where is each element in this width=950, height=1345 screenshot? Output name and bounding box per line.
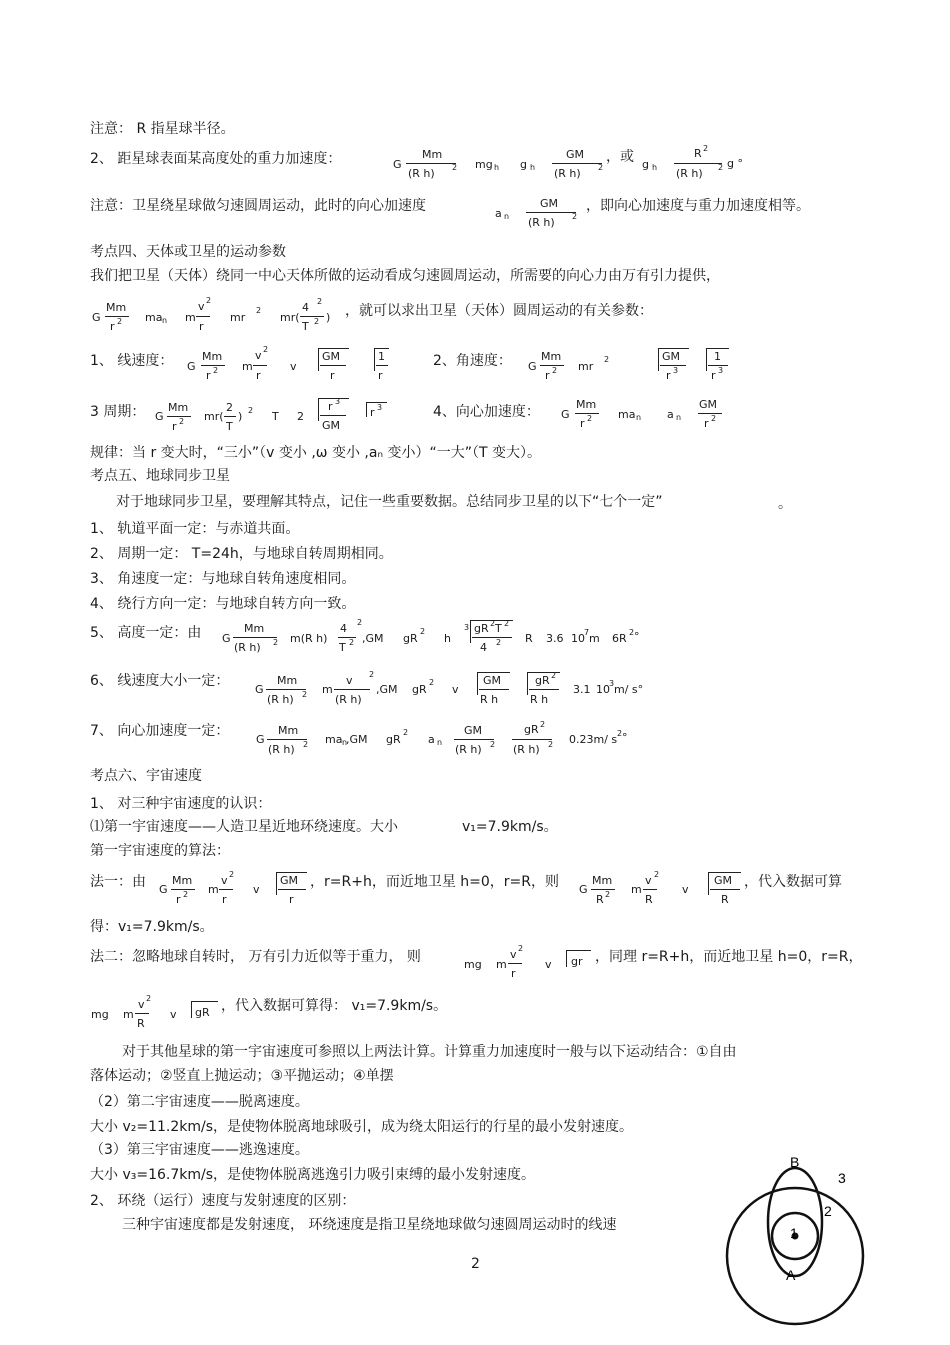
orbit-1-label: 1 [790, 1225, 798, 1241]
centripetal-acc-label: 4、向心加速度： [433, 404, 540, 420]
period-label: 3 周期： [90, 404, 146, 420]
section-title-6: 考点六、宇宙速度 [90, 768, 202, 784]
note-centripetal-end: ，即向心加速度与重力加速度相等。 [586, 198, 810, 214]
method-1-end: ，代入数据可算 [744, 874, 842, 890]
sync-item-5: 5、 高度一定：由 [90, 625, 202, 641]
section-5-intro: 对于地球同步卫星，要理解其特点，记住一些重要数据。总结同步卫星的以下“七个一定” [116, 494, 663, 510]
section-4-intro: 我们把卫星（天体）绕同一中心天体所做的运动看成匀速圆周运动，所需要的向心力由万有引力提供， [90, 268, 720, 284]
other-planets-2: 落体运动；②竖直上抛运动；③平抛运动；④单摆 [90, 1068, 394, 1084]
note-radius: 注意： R 指星球半径。 [90, 121, 235, 137]
sync-item-2: 2、 周期一定： T=24h，与地球自转周期相同。 [90, 546, 393, 562]
first-cosmic-speed-value: v₁=7.9km/s。 [462, 819, 558, 835]
orbit-launch-difference: 2、 环绕（运行）速度与发射速度的区别： [90, 1193, 356, 1209]
orbit-diagram [715, 1150, 870, 1340]
point-b-label: B [790, 1154, 800, 1170]
method-1-middle: ，r=R+h，而近地卫星 h=0，r=R，则 [310, 874, 559, 890]
third-cosmic-speed: （3）第三宇宙速度——逃逸速度。 [90, 1142, 309, 1158]
item-gravity-height: 2、 距星球表面某高度处的重力加速度： [90, 151, 342, 167]
orbit-circle-3 [727, 1188, 863, 1324]
sync-item-7: 7、 向心加速度一定： [90, 723, 230, 739]
first-cosmic-method: 第一宇宙速度的算法： [90, 843, 230, 859]
linear-speed-label: 1、 线速度： [90, 353, 174, 369]
angular-speed-label: 2、角速度： [433, 353, 512, 369]
section-title-4: 考点四、天体或卫星的运动参数 [90, 244, 286, 260]
section-title-5: 考点五、地球同步卫星 [90, 468, 230, 484]
method-1-result: 得：v₁=7.9km/s。 [90, 919, 214, 935]
method-2-middle: ，同理 r=R+h，而近地卫星 h=0，r=R， [595, 949, 863, 965]
second-cosmic-speed: （2）第二宇宙速度——脱离速度。 [90, 1094, 309, 1110]
section-4-intro2: ，就可以求出卫星（天体）圆周运动的有关参数： [345, 303, 653, 319]
point-a-label: A [786, 1267, 796, 1283]
sync-item-6: 6、 线速度大小一定： [90, 673, 230, 689]
sync-item-1: 1、 轨道平面一定：与赤道共面。 [90, 521, 300, 537]
sync-item-3: 3、 角速度一定：与地球自转角速度相同。 [90, 571, 356, 587]
orbit-2-label: 2 [824, 1203, 832, 1219]
page-number: 2 [471, 1256, 480, 1272]
section-5-intro-end: 。 [778, 496, 792, 512]
note-centripetal: 注意：卫星绕星球做匀速圆周运动，此时的向心加速度 [90, 198, 426, 214]
method-2-intro: 法二：忽略地球自转时， 万有引力近似等于重力， 则 [90, 949, 421, 965]
method-1-intro: 法一：由 [90, 874, 146, 890]
first-cosmic-speed: ⑴第一宇宙速度——人造卫星近地环绕速度。大小 [90, 819, 398, 835]
rule-line: 规律：当 r 变大时，“三小”（v 变小 ,ω 变小 ,aₙ 变小）“一大”（T 变大）。 [90, 445, 541, 461]
sync-item-4: 4、 绕行方向一定：与地球自转方向一致。 [90, 596, 356, 612]
orbit-launch-text: 三种宇宙速度都是发射速度， 环绕速度是指卫星绕地球做匀速圆周运动时的线速 [122, 1217, 617, 1233]
second-cosmic-speed-value: 大小 v₂=11.2km/s，是使物体脱离地球吸引，成为绕太阳运行的行星的最小发射速度。 [90, 1119, 634, 1135]
other-planets-1: 对于其他星球的第一宇宙速度可参照以上两法计算。计算重力加速度时一般与以下运动结合：①自由 [122, 1044, 737, 1060]
third-cosmic-speed-value: 大小 v₃=16.7km/s，是使物体脱离逃逸引力吸引束缚的最小发射速度。 [90, 1167, 536, 1183]
orbit-3-label: 3 [838, 1170, 846, 1186]
method-2-end: ，代入数据可算得： v₁=7.9km/s。 [221, 998, 448, 1014]
cosmic-item-1: 1、 对三种宇宙速度的认识： [90, 796, 272, 812]
